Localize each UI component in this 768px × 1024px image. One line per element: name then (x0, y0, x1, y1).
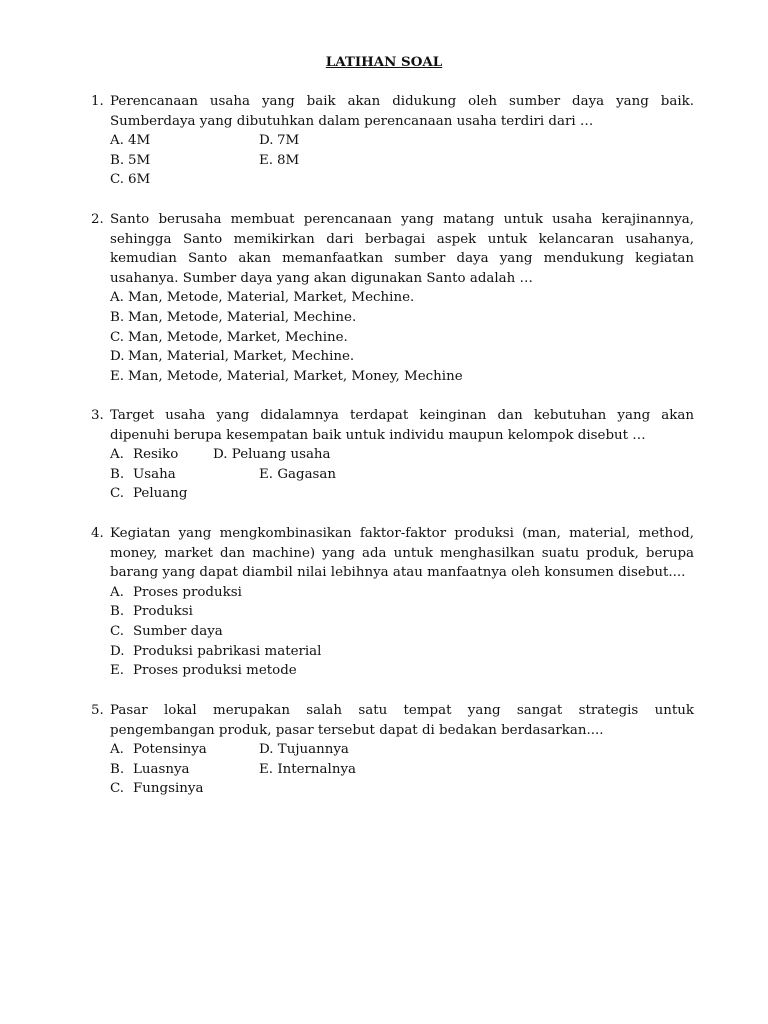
option-c: C. Fungsinya (110, 781, 204, 797)
options-list (110, 288, 694, 386)
question-4 (91, 524, 694, 681)
options-list (110, 583, 694, 681)
option-b: B. Man, Metode, Material, Mechine. (110, 309, 357, 325)
option-a: A. Proses produksi (110, 584, 242, 600)
question-5 (91, 701, 694, 799)
option-c: C. Peluang (110, 486, 188, 502)
options-list (110, 740, 694, 799)
option-c: C. 6M (110, 172, 151, 188)
option-d: D. Man, Material, Market, Mechine. (110, 349, 355, 365)
option-c: C. Sumber daya (110, 623, 223, 639)
question-number: 4. (91, 526, 104, 541)
question-1 (91, 92, 694, 190)
option-c: C. Man, Metode, Market, Mechine. (110, 329, 348, 345)
option-e: E. Internalnya (259, 761, 356, 777)
question-text: Target usaha yang didalamnya terdapat keinginan dan kebutuhan yang akan dipenuhi berupa kesempatan baik untuk individu maupun kelompok disebut … (110, 408, 694, 443)
question-number: 2. (91, 212, 104, 227)
option-d: D. Peluang usaha (213, 447, 331, 463)
option-d: D. Tujuannya (259, 742, 349, 758)
question-2 (91, 210, 694, 386)
option-e: E. 8M (259, 152, 300, 168)
option-b: B. 5M (110, 152, 151, 168)
page-title: LATIHAN SOAL (325, 54, 443, 70)
question-3 (91, 406, 694, 504)
option-b: B. Luasnya (110, 761, 190, 777)
question-text: Perencanaan usaha yang baik akan didukung oleh sumber daya yang baik. Sumberdaya yang dibutuhkan dalam perencanaan usaha terdiri dari … (110, 94, 694, 129)
options-list (110, 445, 694, 504)
question-text: Santo berusaha membuat perencanaan yang matang untuk usaha kerajinannya, sehingga Santo memikirkan dari berbagai aspek untuk kelancaran usahanya, kemudian Santo akan memanfaatkan sumber daya yang mendukung kegiatan usahanya. Sumber daya yang akan digunakan Santo adalah … (110, 212, 694, 286)
question-number: 1. (91, 94, 104, 109)
question-text: Kegiatan yang mengkombinasikan faktor-faktor produksi (man, material, method, money, market dan machine) yang ada untuk menghasilkan suatu produk, berupa barang yang dapat diambil nilai lebihnya atau manfaatnya oleh konsumen disebut.... (110, 526, 694, 581)
option-d: D. Produksi pabrikasi material (110, 643, 322, 659)
option-d: D. 7M (259, 133, 300, 149)
option-a: A. Man, Metode, Material, Market, Mechine. (110, 290, 415, 306)
options-list (110, 131, 694, 190)
option-e: E. Gagasan (259, 466, 337, 482)
question-number: 5. (91, 703, 104, 718)
option-e: E. Man, Metode, Material, Market, Money, Mechine (110, 368, 463, 384)
option-a: A. Resiko (110, 447, 179, 463)
question-number: 3. (91, 408, 104, 423)
option-b: B. Usaha (110, 466, 176, 482)
question-text: Pasar lokal merupakan salah satu tempat yang sangat strategis untuk pengembangan produk, pasar tersebut dapat di bedakan berdasarkan.... (110, 703, 694, 738)
option-a: A. Potensinya (110, 742, 207, 758)
option-b: B. Produksi (110, 604, 193, 620)
option-a: A. 4M (110, 133, 151, 149)
option-e: E. Proses produksi metode (110, 663, 297, 679)
